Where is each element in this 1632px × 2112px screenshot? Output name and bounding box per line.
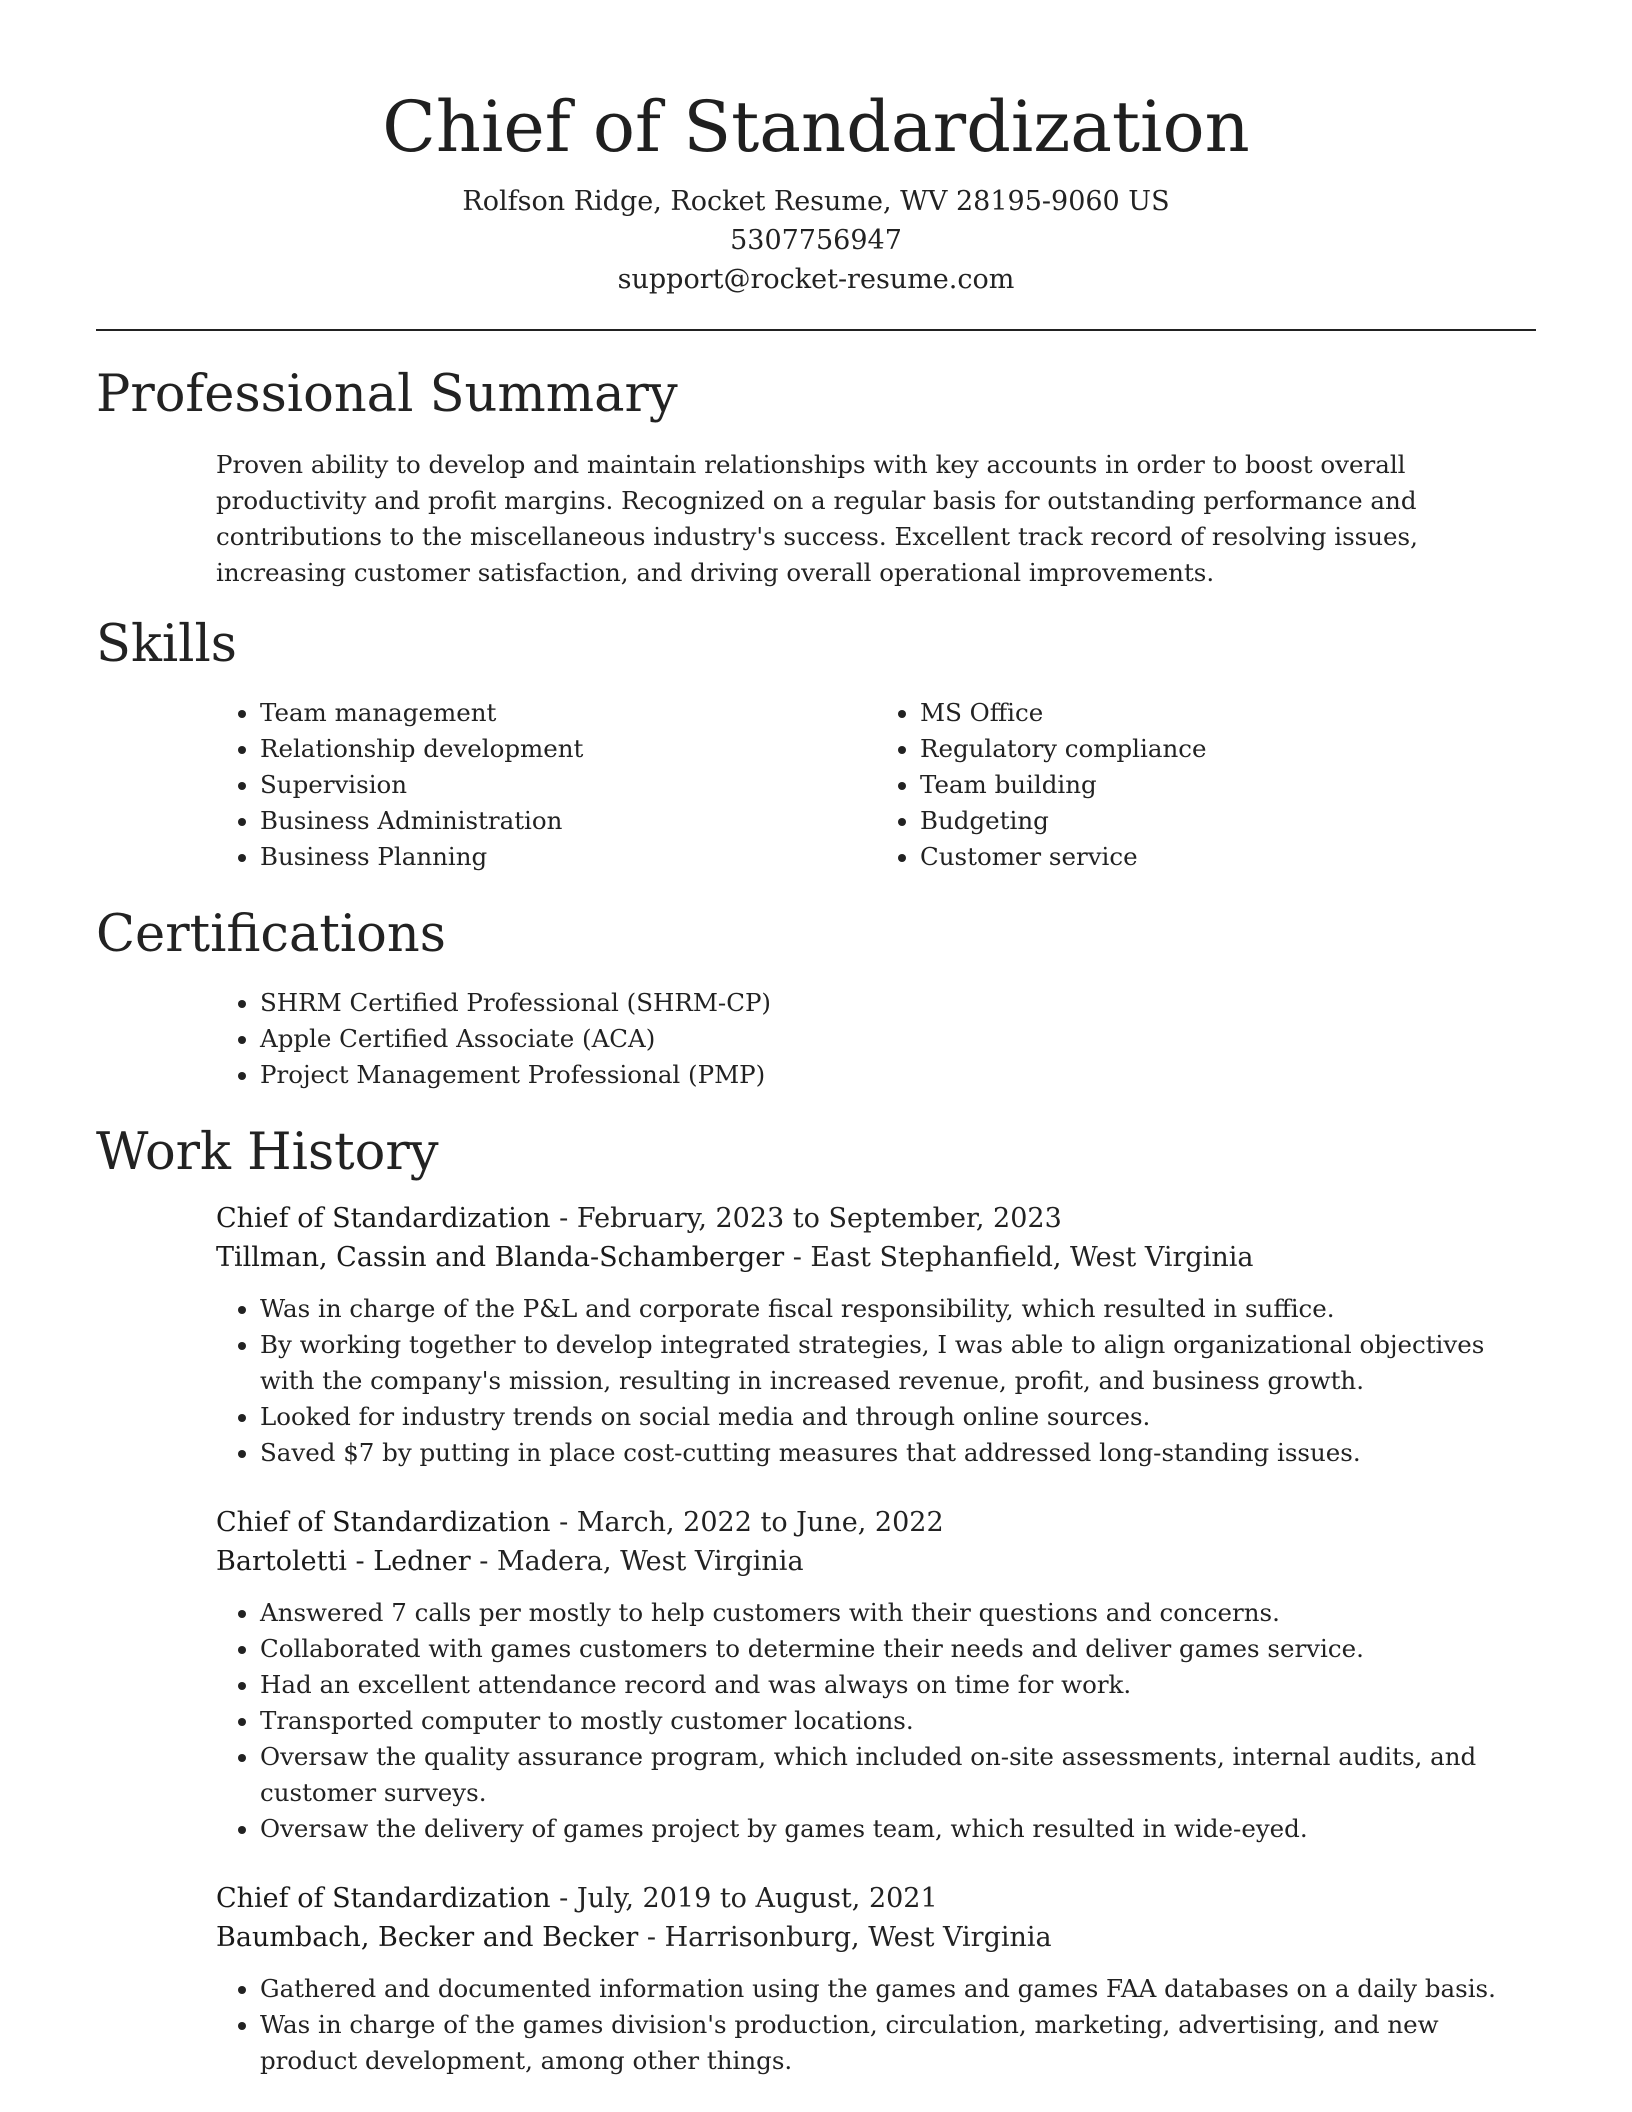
phone: 5307756947 bbox=[730, 225, 902, 256]
certifications-ul bbox=[216, 985, 1536, 1093]
skill-item: • Budgeting bbox=[920, 803, 1536, 839]
resume-header bbox=[96, 0, 1536, 299]
job-company-line bbox=[216, 1918, 1536, 1957]
job-title: Chief of Standardization bbox=[216, 1203, 551, 1234]
skill-item: • Supervision bbox=[260, 767, 876, 803]
contact-block bbox=[96, 182, 1536, 299]
skills-column-right bbox=[876, 695, 1536, 875]
skill-item: • Customer service bbox=[920, 839, 1536, 875]
certifications-heading: Certifications bbox=[96, 905, 446, 964]
summary-heading: Professional Summary bbox=[96, 365, 678, 424]
certification-item: • Apple Certified Associate (ACA) bbox=[260, 1021, 1536, 1057]
job-dates: - July, 2019 to August, 2021 bbox=[550, 1883, 938, 1914]
skill-item: • Team management bbox=[260, 695, 876, 731]
job-bullets bbox=[216, 1971, 1536, 2079]
job-bullet: • Collaborated with games customers to determine their needs and deliver games service. bbox=[260, 1631, 1536, 1667]
job-title: Chief of Standardization bbox=[216, 1883, 551, 1914]
skills-column-left bbox=[216, 695, 876, 875]
job-company: Bartoletti - Ledner bbox=[216, 1546, 471, 1577]
job-dates: - February, 2023 to September, 2023 bbox=[550, 1203, 1062, 1234]
job-company-line bbox=[216, 1238, 1536, 1277]
email: support@rocket-resume.com bbox=[617, 264, 1015, 295]
summary-text: Proven ability to develop and maintain relationships with key accounts in order to boost overall productivity and profit margins. Recognized on a regular basis for outstanding performance and contributions to the miscellaneous industry's success. Excellent track record of resolving issues, increasing customer satisfaction, and driving overall operational improvements. bbox=[216, 450, 1418, 587]
job-company: Tillman, Cassin and Blanda-Schamberger bbox=[216, 1242, 785, 1273]
job-bullet: • Answered 7 calls per mostly to help customers with their questions and concerns. bbox=[260, 1595, 1536, 1631]
job-location: - East Stephanfield, West Virginia bbox=[784, 1242, 1254, 1273]
skill-item: • Business Administration bbox=[260, 803, 876, 839]
job-entry bbox=[96, 1199, 1536, 1471]
job-bullets bbox=[216, 1291, 1536, 1471]
skills-heading: Skills bbox=[96, 615, 237, 674]
address: Rolfson Ridge, Rocket Resume, WV 28195-9060 US bbox=[462, 186, 1170, 217]
job-bullet: • Had an excellent attendance record and was always on time for work. bbox=[260, 1667, 1536, 1703]
job-title-line bbox=[216, 1503, 1536, 1542]
certification-item: • Project Management Professional (PMP) bbox=[260, 1057, 1536, 1093]
job-bullet: • Oversaw the delivery of games project by games team, which resulted in wide-eyed. bbox=[260, 1811, 1536, 1847]
job-bullet: • Looked for industry trends on social media and through online sources. bbox=[260, 1399, 1536, 1435]
header-divider bbox=[96, 329, 1536, 331]
job-location: - Madera, West Virginia bbox=[470, 1546, 804, 1577]
job-title-line bbox=[216, 1879, 1536, 1918]
certification-item: • SHRM Certified Professional (SHRM-CP) bbox=[260, 985, 1536, 1021]
job-entry bbox=[96, 1503, 1536, 1847]
skill-item: • Regulatory compliance bbox=[920, 731, 1536, 767]
job-entry bbox=[96, 1879, 1536, 2079]
job-bullet: • Saved $7 by putting in place cost-cutting measures that addressed long-standing issues. bbox=[260, 1435, 1536, 1471]
job-company-line bbox=[216, 1542, 1536, 1581]
certifications-list bbox=[96, 985, 1536, 1093]
job-title: Chief of Standardization bbox=[216, 1507, 551, 1538]
job-title-line bbox=[216, 1199, 1536, 1238]
job-company: Baumbach, Becker and Becker bbox=[216, 1922, 639, 1953]
skill-item: • Business Planning bbox=[260, 839, 876, 875]
job-dates: - March, 2022 to June, 2022 bbox=[550, 1507, 944, 1538]
resume-page bbox=[96, 0, 1536, 2079]
job-bullet: • Transported computer to mostly customer locations. bbox=[260, 1703, 1536, 1739]
skill-item: • Team building bbox=[920, 767, 1536, 803]
job-bullet: • Gathered and documented information using the games and games FAA databases on a daily basis. bbox=[260, 1971, 1536, 2007]
candidate-name: Chief of Standardization bbox=[382, 86, 1250, 168]
work-history-heading: Work History bbox=[96, 1123, 439, 1182]
job-bullet: • Oversaw the quality assurance program, which included on-site assessments, internal audits, and customer surveys. bbox=[260, 1739, 1536, 1811]
job-bullet: • Was in charge of the games division's production, circulation, marketing, advertising, and new product development, among other things. bbox=[260, 2007, 1536, 2079]
job-location: - Harrisonburg, West Virginia bbox=[638, 1922, 1052, 1953]
skill-item: • Relationship development bbox=[260, 731, 876, 767]
skills-list bbox=[96, 695, 1536, 875]
job-bullet: • Was in charge of the P&L and corporate fiscal responsibility, which resulted in suffice. bbox=[260, 1291, 1536, 1327]
job-bullets bbox=[216, 1595, 1536, 1847]
job-bullet: • By working together to develop integrated strategies, I was able to align organizational objectives with the company's mission, resulting in increased revenue, profit, and business growth. bbox=[260, 1327, 1536, 1399]
skill-item: • MS Office bbox=[920, 695, 1536, 731]
